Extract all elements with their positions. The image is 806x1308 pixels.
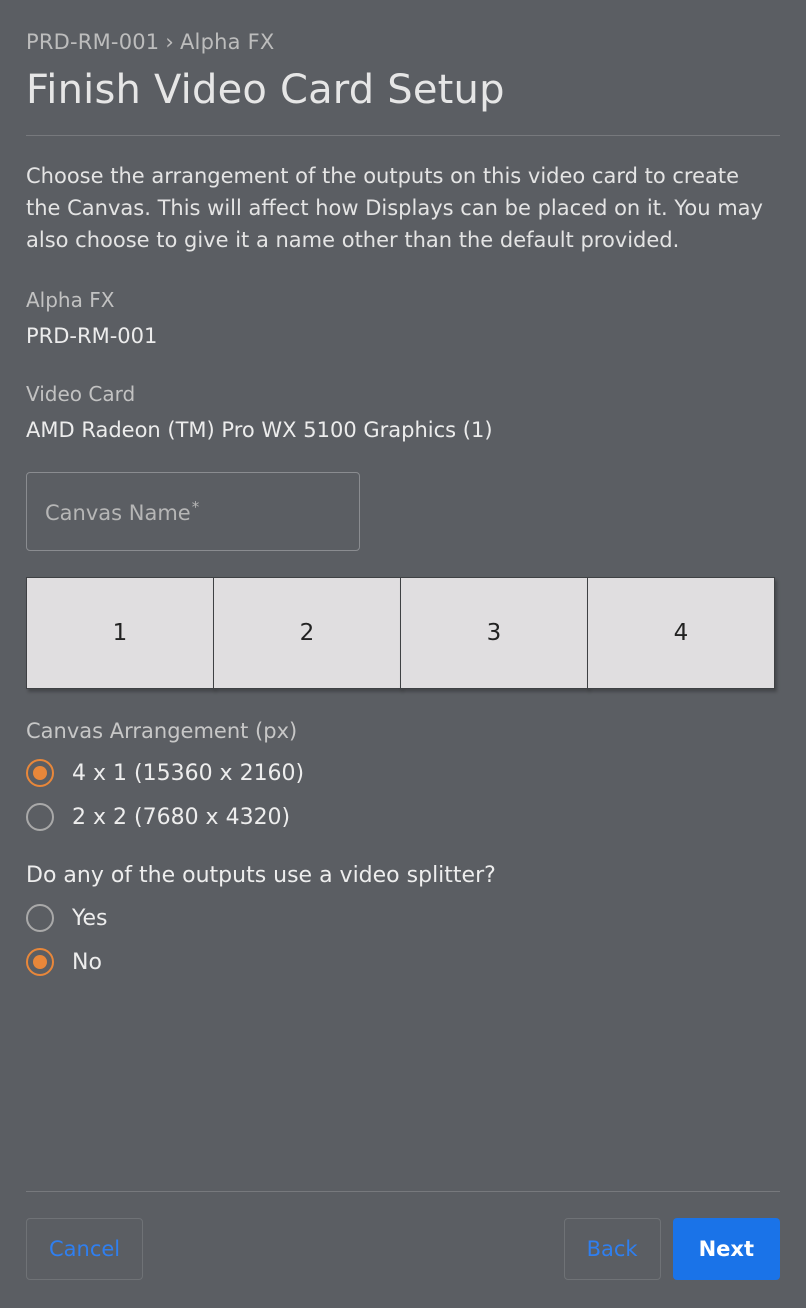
radio-icon[interactable] <box>26 803 54 831</box>
radio-icon[interactable] <box>26 904 54 932</box>
required-marker: * <box>191 498 200 516</box>
detail-value: PRD-RM-001 <box>26 324 158 348</box>
splitter-question: Do any of the outputs use a video splitter? <box>26 863 496 888</box>
header-divider <box>26 135 780 136</box>
breadcrumb-separator-icon: › <box>165 30 174 54</box>
detail-label: Video Card <box>26 382 136 406</box>
arrangement-option-label: 4 x 1 (15360 x 2160) <box>72 760 305 786</box>
arrangement-option-label: 2 x 2 (7680 x 4320) <box>72 804 291 830</box>
back-button[interactable]: Back <box>564 1218 661 1280</box>
footer-right-actions <box>564 1218 780 1280</box>
splitter-option-label: No <box>72 949 102 975</box>
detail-group-video-card <box>26 380 780 444</box>
output-tiles <box>26 577 780 689</box>
canvas-name-input[interactable] <box>26 472 360 551</box>
output-tile[interactable]: 4 <box>587 577 775 689</box>
detail-label: Alpha FX <box>26 288 115 312</box>
output-tile[interactable]: 2 <box>213 577 401 689</box>
arrangement-option-2x2[interactable] <box>26 803 780 831</box>
breadcrumb <box>26 30 780 54</box>
detail-value: AMD Radeon (TM) Pro WX 5100 Graphics (1) <box>26 418 493 442</box>
output-tile[interactable]: 1 <box>26 577 214 689</box>
radio-icon[interactable] <box>26 948 54 976</box>
breadcrumb-parent[interactable]: PRD-RM-001 <box>26 30 160 54</box>
footer <box>26 1191 780 1308</box>
detail-group-alpha-fx <box>26 286 780 350</box>
arrangement-option-4x1[interactable] <box>26 759 780 787</box>
intro-text: Choose the arrangement of the outputs on this video card to create the Canvas. This will affect how Displays can be placed on it. You may also choose to give it a name other than the default provided. <box>26 164 763 252</box>
page-title: Finish Video Card Setup <box>26 67 505 113</box>
footer-actions <box>26 1192 780 1308</box>
breadcrumb-current: Alpha FX <box>179 30 275 54</box>
canvas-arrangement-label: Canvas Arrangement (px) <box>26 719 298 743</box>
output-tile[interactable]: 3 <box>400 577 588 689</box>
canvas-name-placeholder: Canvas Name* <box>45 498 200 525</box>
splitter-option-yes[interactable] <box>26 904 780 932</box>
radio-icon[interactable] <box>26 759 54 787</box>
cancel-button[interactable]: Cancel <box>26 1218 143 1280</box>
splitter-option-no[interactable] <box>26 948 780 976</box>
next-button[interactable]: Next <box>673 1218 780 1280</box>
splitter-option-label: Yes <box>72 905 108 931</box>
